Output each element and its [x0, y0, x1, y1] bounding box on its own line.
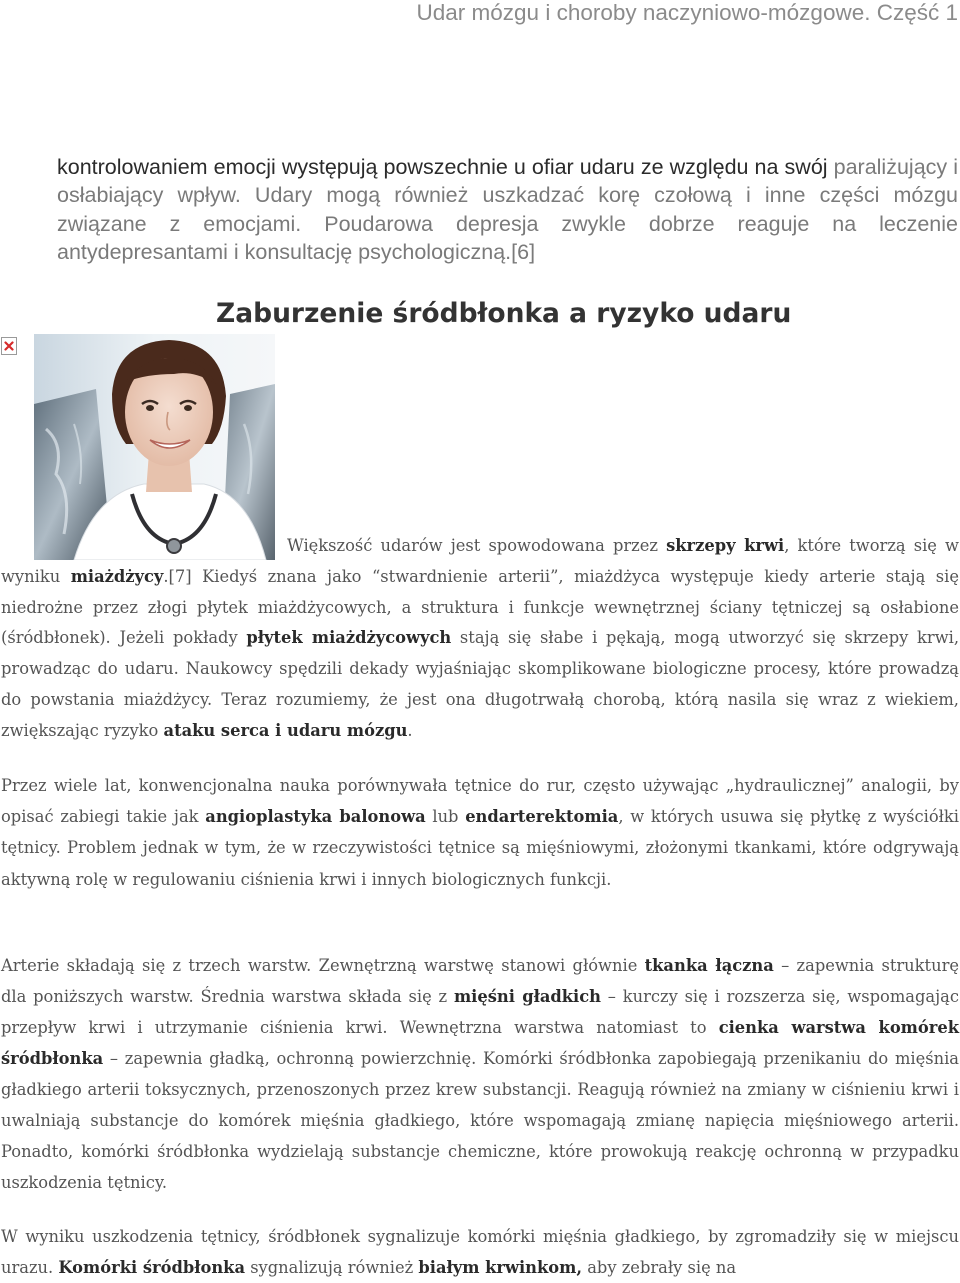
- paragraph-atherosclerosis: [1, 531, 959, 747]
- text-run: Przez wiele lat, konwencjonalna nauka porównywała tętnice do rur, często używając „hydraulicznej” analogii, by opisać zabiegi takie jak: [1, 776, 959, 827]
- bold-term: płytek miażdżycowych: [246, 628, 452, 648]
- text-run: .[7] Kiedyś znana jako “stwardnienie arterii”, miażdżyca występuje kiedy arterie stają się niedrożne przez złogi płytek miażdżycowych, a struktura i funkcje wewnętrznej ściany tętniczej są osłabione (śródbłonek). Jeżeli pokłady: [1, 566, 959, 648]
- text-run: stają się słabe i pękają, mogą utworzyć się skrzepy krwi, prowadząc do udaru. Naukowcy spędzili dekady wyjaśniając skomplikowane biologiczne procesy, które prowadzą do powstania miażdżycy. Teraz rozumiemy, że jest ona długotrwałą chorobą, którą nasila się wraz z wiekiem, zwiększając ryzyko: [1, 628, 960, 740]
- text-run: , w których usuwa się płytkę z wyściółki tętnicy. Problem jednak w tym, że w rzeczywistości tętnice są mięśniowymi, złożonymi tkankami, które odgrywają aktywną rolę w regulowaniu ciśnienia krwi i innych biologicznych funkcji.: [1, 807, 959, 889]
- bold-term: mięśni gładkich: [453, 987, 601, 1006]
- intro-first-line: kontrolowaniem emocji występują powszechnie u ofiar udaru ze względu na swój: [57, 155, 828, 179]
- doctor-with-xray-illustration: [34, 334, 275, 560]
- section-heading: Zaburzenie śródbłonka a ryzyko udaru: [216, 298, 792, 329]
- bold-term: tkanka łączna: [644, 956, 774, 975]
- bold-term: ataku serca i udaru mózgu: [163, 720, 408, 740]
- bold-term: endarterektomia: [465, 807, 619, 827]
- paragraph-artery-layers: [1, 950, 959, 1198]
- bold-term: białym krwinkom,: [418, 1258, 583, 1277]
- paragraph-plumbing-analogy: [1, 770, 959, 895]
- text-run: Arterie składają się z trzech warstw. Zewnętrzną warstwę stanowi głównie: [1, 956, 645, 975]
- text-run: .: [407, 720, 413, 740]
- text-run: aby zebrały się na: [582, 1258, 737, 1277]
- intro-paragraph: [57, 153, 958, 267]
- running-header: Udar mózgu i choroby naczyniowo-mózgowe. Część 1: [416, 0, 958, 25]
- bold-term: skrzepy krwi: [666, 536, 785, 555]
- doctor-photo: [34, 334, 275, 560]
- text-run: Większość udarów jest spowodowana przez: [287, 536, 667, 555]
- text-run: – zapewnia strukturę dla poniższych warstw. Średnia warstwa składa się z: [1, 956, 959, 1006]
- bold-term: miażdżycy: [70, 566, 164, 586]
- text-run: sygnalizują również: [245, 1258, 419, 1277]
- text-run: W wyniku uszkodzenia tętnicy, śródbłonek sygnalizuje komórki mięśnia gładkiego, by zgromadziły się w miejscu urazu.: [1, 1227, 959, 1277]
- text-run: , które tworzą się w wyniku: [1, 536, 959, 586]
- paragraph-artery-damage: [1, 1221, 959, 1283]
- broken-image-icon: [1, 337, 17, 355]
- text-run: lub: [425, 807, 466, 827]
- close-x-icon: [4, 341, 14, 351]
- text-run: – zapewnia gładką, ochronną powierzchnię. Komórki śródbłonka zapobiegają przenikaniu do mięśnia gładkiego arterii toksycznych, przenoszonych przez krew substancji. Reagują również na zmiany w ciśnieniu krwi i uwalniają substancje do komórek mięśnia gładkiego, które wspomagają zmianę napięcia mięśniowego arterii. Ponadto, komórki śródbłonka wydzielają substancje chemiczne, które prowokują reakcję ochronną w przypadku uszkodzenia tętnicy.: [1, 1049, 959, 1192]
- text-run: – kurczy się i rozszerza się, wspomagając przepływ krwi i utrzymanie ciśnienia krwi. Wewnętrzna warstwa natomiast to: [1, 987, 959, 1037]
- bold-term: angioplastyka balonowa: [205, 807, 426, 827]
- bold-term: Komórki śródbłonka: [58, 1258, 246, 1277]
- bold-term: cienka warstwa komórek śródbłonka: [1, 1018, 959, 1068]
- intro-rest: paraliżujący i osłabiający wpływ. Udary mogą również uszkadzać korę czołową i inne części mózgu związane z emocjami. Poudarowa depresja zwykle dobrze reaguje na leczenie antydepresantami i konsultację psychologiczną.[6]: [57, 155, 958, 265]
